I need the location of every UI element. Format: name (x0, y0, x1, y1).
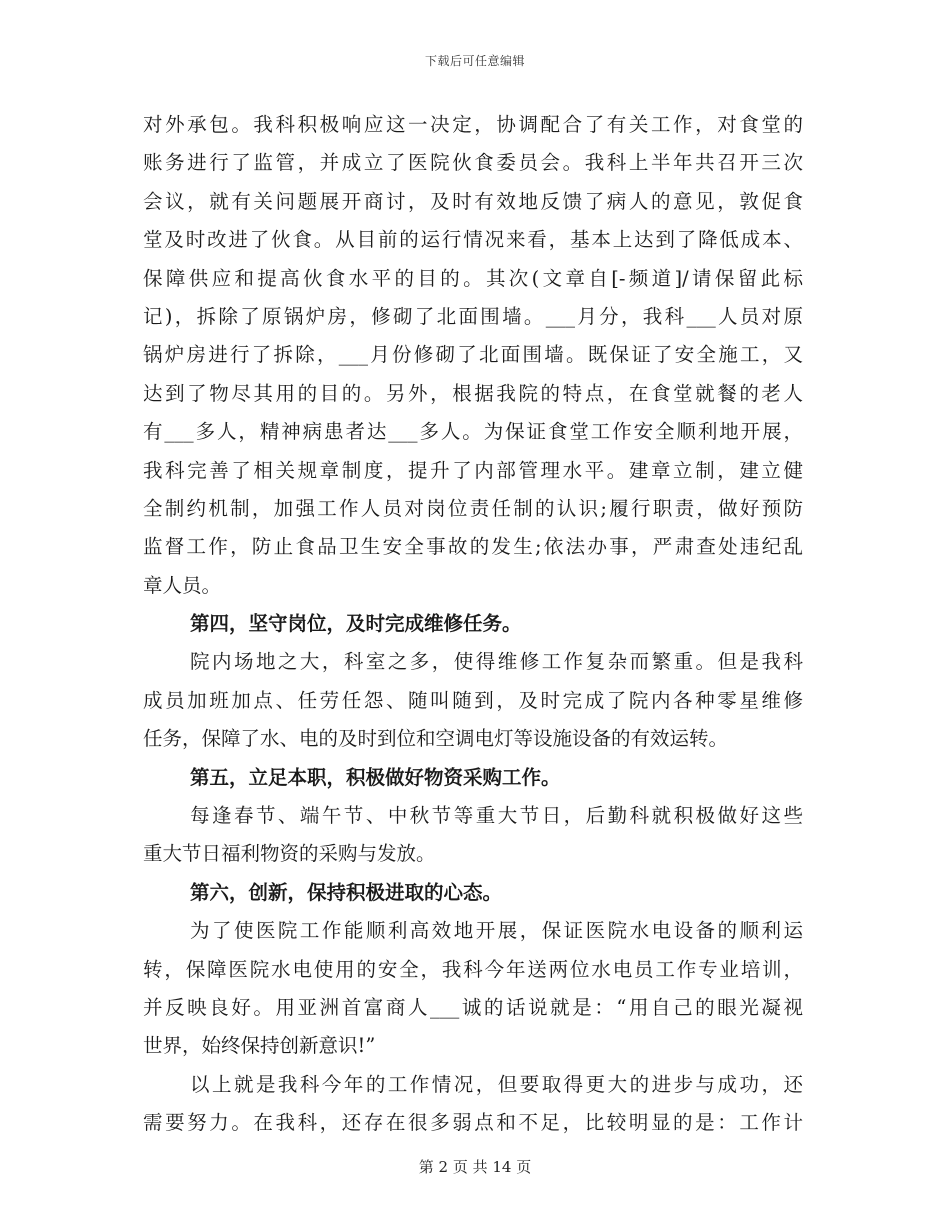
body-line: 堂及时改进了伙食。从目前的运行情况来看，基本上达到了降低成本、 (143, 228, 803, 252)
body-line: 监督工作，防止食品卫生安全事故的发生;依法办事，严肃查处违纪乱 (143, 535, 803, 559)
body-line: 锅炉房进行了拆除，___月份修砌了北面围墙。既保证了安全施工，又 (143, 343, 803, 367)
body-line: 并反映良好。用亚洲首富商人___诚的话说就是：“用自己的眼光凝视 (143, 995, 803, 1019)
body-line: 达到了物尽其用的目的。另外，根据我院的特点，在食堂就餐的老人 (143, 381, 803, 405)
section-heading-4: 第四，坚守岗位，及时完成维修任务。 (190, 612, 522, 636)
body-line: 章人员。 (143, 573, 222, 597)
body-line: 重大节日福利物资的采购与发放。 (143, 842, 436, 866)
page-number-footer: 第 2 页 共 14 页 (418, 1158, 532, 1176)
section-heading-6: 第六，创新，保持积极进取的心态。 (190, 880, 503, 904)
body-line: 任务，保障了水、电的及时到位和空调电灯等设施设备的有效运转。 (143, 727, 729, 751)
page-header-note: 下载后可任意编辑 (424, 54, 525, 68)
body-line: 需要努力。在我科，还存在很多弱点和不足，比较明显的是：工作计 (143, 1111, 803, 1135)
body-line: 有___多人，精神病患者达___多人。为保证食堂工作安全顺利地开展， (143, 420, 803, 444)
document-body (143, 106, 803, 1143)
body-line: 为了使医院工作能顺利高效地开展，保证医院水电设备的顺利运 (190, 919, 803, 943)
section-heading-5: 第五，立足本职，积极做好物资采购工作。 (190, 765, 561, 789)
body-line: 我科完善了相关规章制度，提升了内部管理水平。建章立制，建立健 (143, 458, 803, 482)
body-line: 每逢春节、端午节、中秋节等重大节日，后勤科就积极做好这些 (190, 804, 803, 828)
body-line: 账务进行了监管，并成立了医院伙食委员会。我科上半年共召开三次 (143, 151, 803, 175)
body-line: 成员加班加点、任劳任怨、随叫随到，及时完成了院内各种零星维修 (143, 688, 803, 712)
body-line: 对外承包。我科积极响应这一决定，协调配合了有关工作，对食堂的 (143, 113, 803, 136)
body-line: 院内场地之大，科室之多，使得维修工作复杂而繁重。但是我科 (190, 650, 803, 674)
body-line: 转，保障医院水电使用的安全，我科今年送两位水电员工作专业培训， (143, 957, 803, 981)
body-line: 保障供应和提高伙食水平的目的。其次(文章自[-频道]/请保留此标 (143, 266, 803, 290)
body-line: 以上就是我科今年的工作情况，但要取得更大的进步与成功，还 (190, 1072, 803, 1096)
body-line: 会议，就有关问题展开商讨，及时有效地反馈了病人的意见，敦促食 (143, 189, 803, 213)
body-line: 世界，始终保持创新意识!” (143, 1034, 376, 1058)
body-line: 记)，拆除了原锅炉房，修砌了北面围墙。___月分，我科___人员对原 (143, 304, 803, 328)
body-line: 全制约机制，加强工作人员对岗位责任制的认识;履行职责，做好预防 (143, 496, 803, 520)
